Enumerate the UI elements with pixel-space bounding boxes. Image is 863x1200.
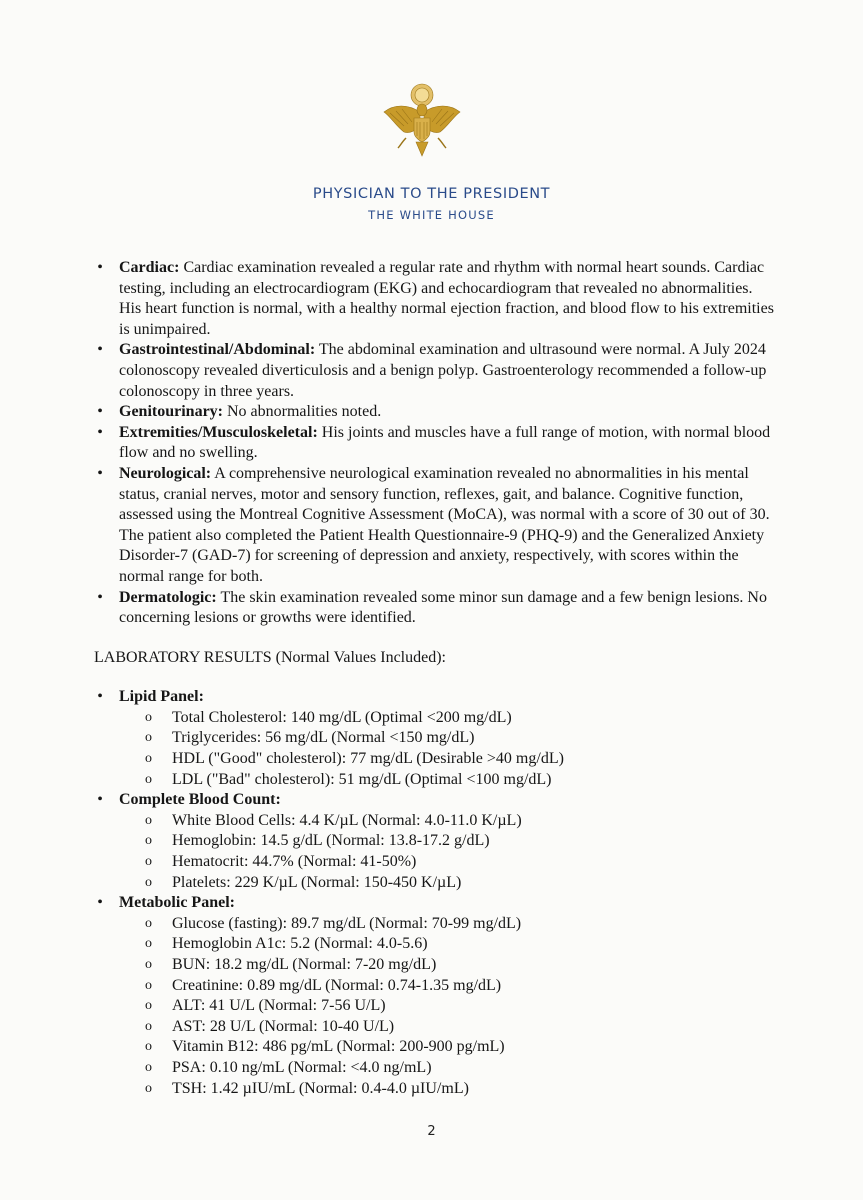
lab-item [119,1037,774,1058]
lab-item-text: HDL ("Good" cholesterol): 77 mg/dL (Desirable >40 mg/dL) [172,750,564,768]
finding-text: Cardiac examination revealed a regular rate and rhythm with normal heart sounds. Cardiac testing, including an electrocardiogram (EKG) and echocardiogram that revealed no abnormalities. His heart function is normal, with a healthy normal ejection fraction, and blood flow to his extremities is unimpaired. [119,259,774,338]
lab-panel [94,893,774,1099]
finding-label: Genitourinary: [119,403,223,421]
lab-item [119,1058,774,1079]
finding-text: No abnormalities noted. [227,403,382,421]
circle-bullet-icon: o [145,936,152,952]
panel-label: Complete Blood Count: [119,791,281,809]
panel-label: Lipid Panel: [119,688,204,706]
circle-bullet-icon: o [145,998,152,1014]
lab-item [119,770,774,791]
lab-item [119,934,774,955]
document-body [94,258,774,1099]
lab-item-text: Glucose (fasting): 89.7 mg/dL (Normal: 70-99 mg/dL) [172,914,522,932]
lab-item-text: Vitamin B12: 486 pg/mL (Normal: 200-900 pg/mL) [172,1038,505,1056]
lab-item [119,831,774,852]
lab-item-text: Triglycerides: 56 mg/dL (Normal <150 mg/dL) [172,729,475,747]
finding-text: A comprehensive neurological examination revealed no abnormalities in his mental status, cranial nerves, motor and sensory function, reflexes, gait, and balance. Cognitive function, assessed using the Montreal Cognitive Assessment (MoCA), was normal with a score of 30 out of 30. The patient also completed the Patient Health Questionnaire-9 (PHQ-9) and the Generalized Anxiety Disorder-7 (GAD-7) for screening of depression and anxiety, respectively, with scores within the normal range for both. [119,464,770,585]
lab-item [119,811,774,832]
finding-text: His joints and muscles have a full range of motion, with normal blood flow and no swelling. [119,423,771,462]
circle-bullet-icon: o [145,977,152,993]
lab-item-text: ALT: 41 U/L (Normal: 7-56 U/L) [172,997,386,1015]
lab-item-text: PSA: 0.10 ng/mL (Normal: <4.0 ng/mL) [172,1058,432,1076]
list-item [94,340,774,402]
finding-text: The skin examination revealed some minor sun damage and a few benign lesions. No concerning lesions or growths were identified. [119,588,767,627]
circle-bullet-icon: o [145,1059,152,1075]
list-item [94,258,774,340]
panel-label: Metabolic Panel: [119,894,235,912]
lab-item-text: AST: 28 U/L (Normal: 10-40 U/L) [172,1017,395,1035]
bullet-icon: • [97,464,103,482]
presidential-seal-icon [380,82,464,162]
letterhead-title: PHYSICIAN TO THE PRESIDENT [312,186,551,202]
letterhead-subtitle: THE WHITE HOUSE [368,208,495,222]
finding-label: Cardiac: [119,259,180,276]
bullet-icon: • [97,403,103,421]
circle-bullet-icon: o [145,771,152,787]
lab-item-text: Hematocrit: 44.7% (Normal: 41-50%) [172,853,417,871]
list-item [94,402,774,423]
bullet-icon: • [97,588,103,606]
lab-item [119,914,774,935]
lab-panel [94,790,774,893]
page-number: 2 [427,1124,436,1139]
bullet-icon: • [97,894,103,912]
lab-item [119,1017,774,1038]
lab-item [119,749,774,770]
lab-item-text: Hemoglobin A1c: 5.2 (Normal: 4.0-5.6) [172,935,428,953]
list-item [94,464,774,588]
lab-item-text: White Blood Cells: 4.4 K/µL (Normal: 4.0-11.0 K/µL) [172,811,522,829]
finding-label: Neurological: [119,464,212,482]
lab-results-heading: LABORATORY RESULTS (Normal Values Included): [94,648,446,666]
finding-label: Dermatologic: [119,588,217,606]
lab-item-text: Hemoglobin: 14.5 g/dL (Normal: 13.8-17.2 g/dL) [172,832,490,850]
circle-bullet-icon: o [145,812,152,828]
exam-findings-list [94,258,774,629]
lab-item-text: LDL ("Bad" cholesterol): 51 mg/dL (Optimal <100 mg/dL) [172,770,552,788]
bullet-icon: • [97,791,103,809]
circle-bullet-icon: o [145,874,152,890]
lab-item [119,708,774,729]
lab-item-text: Platelets: 229 K/µL (Normal: 150-450 K/µL) [172,873,462,891]
lab-item [119,852,774,873]
bullet-icon: • [97,688,103,706]
circle-bullet-icon: o [145,751,152,767]
circle-bullet-icon: o [145,915,152,931]
circle-bullet-icon: o [145,709,152,725]
lab-item [119,728,774,749]
lab-panel [94,687,774,790]
bullet-icon: • [97,423,103,441]
lab-results-list [94,687,774,1099]
lab-item [119,976,774,997]
lab-item [119,955,774,976]
lab-item-text: Creatinine: 0.89 mg/dL (Normal: 0.74-1.35 mg/dL) [172,976,502,994]
circle-bullet-icon: o [145,1039,152,1055]
list-item [94,423,774,464]
circle-bullet-icon: o [145,854,152,870]
lab-item-text: Total Cholesterol: 140 mg/dL (Optimal <200 mg/dL) [172,708,512,726]
lab-item [119,1079,774,1100]
bullet-icon: • [97,259,103,276]
circle-bullet-icon: o [145,957,152,972]
circle-bullet-icon: o [145,1018,152,1034]
lab-item [119,996,774,1017]
circle-bullet-icon: o [145,833,152,849]
bullet-icon: • [97,341,103,359]
circle-bullet-icon: o [145,730,152,746]
finding-label: Gastrointestinal/Abdominal: [119,341,316,359]
finding-label: Extremities/Musculoskeletal: [119,423,318,441]
finding-text: The abdominal examination and ultrasound were normal. A July 2024 colonoscopy revealed diverticulosis and a benign polyp. Gastroenterology recommended a follow-up colonoscopy in three years. [119,341,767,400]
lab-item-text: BUN: 18.2 mg/dL (Normal: 7-20 mg/dL) [172,956,437,973]
list-item [94,588,774,629]
lab-item-text: TSH: 1.42 µIU/mL (Normal: 0.4-4.0 µIU/mL) [172,1079,469,1097]
circle-bullet-icon: o [145,1080,152,1096]
lab-item [119,873,774,894]
